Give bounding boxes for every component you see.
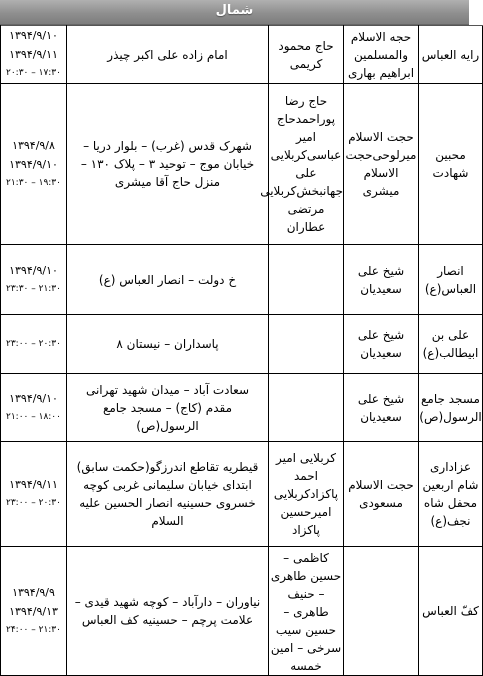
date: ۱۳۹۴/۹/۱۱ [9, 478, 58, 491]
event-name: مسجد جامع الرسول(ص) [419, 374, 483, 442]
table-row [1, 315, 483, 374]
address: امام زاده علی اکبر چیذر [67, 26, 269, 84]
table-row [1, 26, 483, 84]
table-row [1, 442, 483, 547]
event-name: علی بن ابیطالب(ع) [419, 315, 483, 374]
event-name: عزاداری شام اربعین محفل شاه نجف(ع) [419, 442, 483, 547]
speaker: حجه الاسلام والمسلمین ابراهیم بهاری [344, 26, 419, 84]
address: سعادت آباد – میدان شهید تهرانی مقدم (کاج) – مسجد جامع الرسول(ص) [67, 374, 269, 442]
speaker: حجت الاسلام مسعودی [344, 442, 419, 547]
date-cell [1, 26, 67, 84]
date: ۱۳۹۴/۹/۱۰ [9, 29, 58, 42]
section-header [0, 0, 469, 25]
date-cell [1, 245, 67, 315]
date: ۱۳۹۴/۹/۹ [12, 585, 55, 599]
speaker: شیخ علی سعیدیان [344, 245, 419, 315]
events-table [0, 25, 483, 676]
table-row [1, 547, 483, 676]
address: شهرک قدس (غرب) – بلوار دریا – خیابان موج – توحید ۳ – پلاک ۱۳۰ – منزل حاج آقا میشری [67, 84, 269, 245]
date-cell [1, 374, 67, 442]
eulogist [269, 245, 344, 315]
date-cell [1, 442, 67, 547]
event-name: انصار العباس(ع) [419, 245, 483, 315]
time: ۲۱:۳۰ – ۱۹:۳۰ [6, 177, 61, 188]
address: نیاوران – دارآباد – کوچه شهید قیدی – علامت پرچم – حسینیه کف العباس [67, 547, 269, 676]
eulogist [269, 315, 344, 374]
time: ۲۳:۳۰ – ۲۱:۳۰ [6, 283, 61, 294]
section-title: شمال [215, 3, 254, 18]
date: ۱۳۹۴/۹/۱۰ [9, 263, 58, 277]
eulogist [269, 374, 344, 442]
time: ۲۱:۰۰ – ۱۸:۰۰ [6, 411, 61, 422]
time: ۲۴:۰۰ – ۲۱:۳۰ [6, 624, 61, 635]
date: ۱۳۹۴/۹/۸ [12, 138, 55, 152]
date: ۱۳۹۴/۹/۱۳ [9, 604, 58, 618]
eulogist: حاج رضا پوراحمدحاج امیر عباسی‌کربلایی علی جهانبخش‌کربلایی مرتضی عطاران [269, 84, 344, 245]
speaker: حجت الاسلام میرلوحی‌حجت الاسلام میشری [344, 84, 419, 245]
time: ۲۳:۰۰ – ۲۰:۳۰ [6, 338, 61, 349]
date: ۱۳۹۴/۹/۱۱ [9, 48, 58, 61]
speaker: شیخ علی سعیدیان [344, 315, 419, 374]
date-cell [1, 547, 67, 676]
event-name: رایه العباس [419, 26, 483, 84]
speaker [344, 547, 419, 676]
time: ۲۳:۰۰ – ۲۰:۳۰ [6, 498, 61, 508]
eulogist: حاج محمود کریمی [269, 26, 344, 84]
event-name: کفّ العباس [419, 547, 483, 676]
table-row [1, 84, 483, 245]
event-name: محبین شهادت [419, 84, 483, 245]
eulogist: کاظمی – حسین طاهری – حنیف طاهری – حسین سیب سرخی – امین خمسه [269, 547, 344, 676]
address: خ دولت – انصار العباس (ع) [67, 245, 269, 315]
table-row [1, 374, 483, 442]
address: قیطریه تقاطع اندرزگو(حکمت سابق) ابتدای خیابان سلیمانی غربی کوچه خسروی حسینیه انصار الحسین علیه السلام [67, 442, 269, 547]
time: ۲۰:۳۰ – ۱۷:۳۰ [6, 68, 61, 78]
speaker: شیخ علی سعیدیان [344, 374, 419, 442]
date: ۱۳۹۴/۹/۱۰ [9, 391, 58, 405]
date-cell [1, 315, 67, 374]
date: ۱۳۹۴/۹/۱۰ [9, 157, 58, 171]
eulogist: کربلایی امیر احمد پاکزادکربلایی امیرحسین پاکزاد [269, 442, 344, 547]
address: پاسداران – نیستان ۸ [67, 315, 269, 374]
date-cell [1, 84, 67, 245]
table-row [1, 245, 483, 315]
